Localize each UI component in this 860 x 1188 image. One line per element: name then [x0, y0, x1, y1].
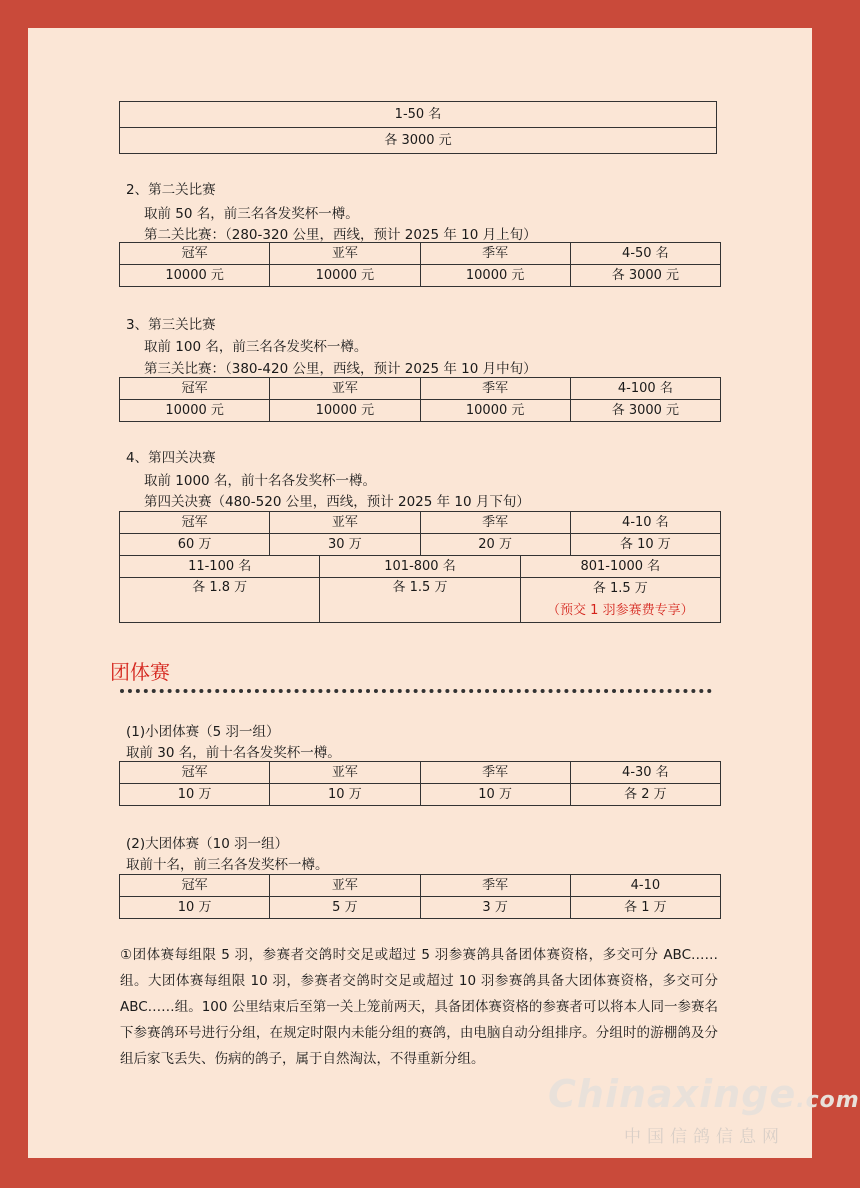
- value-cell: 10 万: [420, 784, 570, 806]
- stage3-prize-table: [119, 377, 721, 422]
- value-cell: 30 万: [270, 534, 420, 556]
- stage3-line1: 取前 100 名，前三名各发奖杯一樽。: [144, 339, 368, 355]
- stage4-prize-table-top: [119, 511, 721, 556]
- header-cell: 冠军: [120, 762, 270, 784]
- header-cell: 4-100 名: [570, 378, 720, 400]
- header-cell: 4-10: [570, 875, 720, 897]
- value-cell: 60 万: [120, 534, 270, 556]
- team-section-title: 团体赛: [110, 660, 170, 684]
- header-cell: 801-1000 名: [520, 556, 720, 578]
- team-rules-paragraph: ①团体赛每组限 5 羽，参赛者交鸽时交足或超过 5 羽参赛鸽具备团体赛资格，多交可分 ABC……组。大团体赛每组限 10 羽，参赛者交鸽时交足或超过 10 羽参赛鸽具备大团体赛资格，多交可分 ABC……组。100 公里结束后至第一关上笼前两天，具备团体赛资格的参赛者可以将本人同一参赛名下参赛鸽环号进行分组，在规定时限内未能分组的赛鸽，由电脑自动分组排序。分组时的游棚鸽及分组后家飞丢失、伤病的鸽子，属于自然淘汰，不得重新分组。: [120, 947, 718, 1067]
- value-cell: 10000 元: [420, 400, 570, 422]
- header-cell: 冠军: [120, 512, 270, 534]
- large-team-line1: 取前十名，前三名各发奖杯一樽。: [126, 857, 329, 873]
- watermark-suffix: .com: [796, 1088, 860, 1113]
- value-cell: 10 万: [120, 784, 270, 806]
- watermark-logo: [548, 1072, 860, 1116]
- value-text: 各 1.5 万: [392, 580, 448, 595]
- header-cell: 季军: [420, 243, 570, 265]
- header-cell: 冠军: [120, 875, 270, 897]
- header-cell: 季军: [420, 875, 570, 897]
- value-cell: [520, 578, 720, 623]
- stage4-line2: 第四关决赛（480-520 公里，西线，预计 2025 年 10 月下旬）: [144, 494, 530, 510]
- prize-table-first-stage: [119, 101, 717, 154]
- header-cell: 亚军: [270, 243, 420, 265]
- large-team-heading: (2)大团体赛（10 羽一组）: [126, 836, 289, 852]
- small-team-heading: (1)小团体赛（5 羽一组）: [126, 724, 280, 740]
- small-team-line1: 取前 30 名，前十名各发奖杯一樽。: [126, 745, 341, 761]
- prize-cell: 各 3000 元: [120, 128, 717, 154]
- stage2-prize-table: [119, 242, 721, 287]
- header-cell: 4-10 名: [570, 512, 720, 534]
- value-cell: 10000 元: [270, 400, 420, 422]
- value-cell: 各 3000 元: [570, 265, 720, 287]
- header-cell: 亚军: [270, 875, 420, 897]
- rank-range-cell: 1-50 名: [120, 102, 717, 128]
- value-cell: 5 万: [270, 897, 420, 919]
- header-cell: 4-50 名: [570, 243, 720, 265]
- value-cell: 各 1 万: [570, 897, 720, 919]
- header-cell: 亚军: [270, 378, 420, 400]
- header-cell: 季军: [420, 512, 570, 534]
- stage4-line1: 取前 1000 名，前十名各发奖杯一樽。: [144, 473, 376, 489]
- stage4-prize-table-bottom: [119, 555, 721, 623]
- value-text: 各 1.8 万: [192, 580, 248, 595]
- value-cell: 10 万: [270, 784, 420, 806]
- stage2-line1: 取前 50 名，前三名各发奖杯一樽。: [144, 206, 359, 222]
- header-cell: 冠军: [120, 378, 270, 400]
- stage4-heading: 4、第四关决赛: [126, 450, 216, 466]
- header-cell: 季军: [420, 378, 570, 400]
- value-cell: 10000 元: [420, 265, 570, 287]
- watermark-brand: Chinaxinge: [548, 1072, 797, 1116]
- value-text: 各 1.5 万: [592, 581, 648, 596]
- header-cell: 季军: [420, 762, 570, 784]
- value-cell: 10 万: [120, 897, 270, 919]
- value-cell: 10000 元: [120, 400, 270, 422]
- header-cell: 4-30 名: [570, 762, 720, 784]
- stage2-heading: 2、第二关比赛: [126, 182, 216, 198]
- value-cell: 各 2 万: [570, 784, 720, 806]
- value-cell: 各 3000 元: [570, 400, 720, 422]
- value-cell: 10000 元: [270, 265, 420, 287]
- header-cell: 亚军: [270, 762, 420, 784]
- value-cell: 20 万: [420, 534, 570, 556]
- value-cell: 10000 元: [120, 265, 270, 287]
- value-cell: 3 万: [420, 897, 570, 919]
- header-cell: 11-100 名: [120, 556, 320, 578]
- header-cell: 101-800 名: [320, 556, 520, 578]
- stage2-line2: 第二关比赛：（280-320 公里，西线，预计 2025 年 10 月上旬）: [144, 227, 537, 243]
- section-divider: [120, 689, 712, 693]
- value-cell: [320, 578, 520, 623]
- header-cell: 冠军: [120, 243, 270, 265]
- small-team-prize-table: [119, 761, 721, 806]
- stage3-heading: 3、第三关比赛: [126, 317, 216, 333]
- prepay-note: （预交 1 羽参赛费专享）: [547, 603, 694, 618]
- large-team-prize-table: [119, 874, 721, 919]
- header-cell: 亚军: [270, 512, 420, 534]
- stage3-line2: 第三关比赛：（380-420 公里，西线，预计 2025 年 10 月中旬）: [144, 361, 537, 377]
- value-cell: 各 10 万: [570, 534, 720, 556]
- value-cell: [120, 578, 320, 623]
- watermark-cn: 中国信鸽信息网: [624, 1127, 785, 1147]
